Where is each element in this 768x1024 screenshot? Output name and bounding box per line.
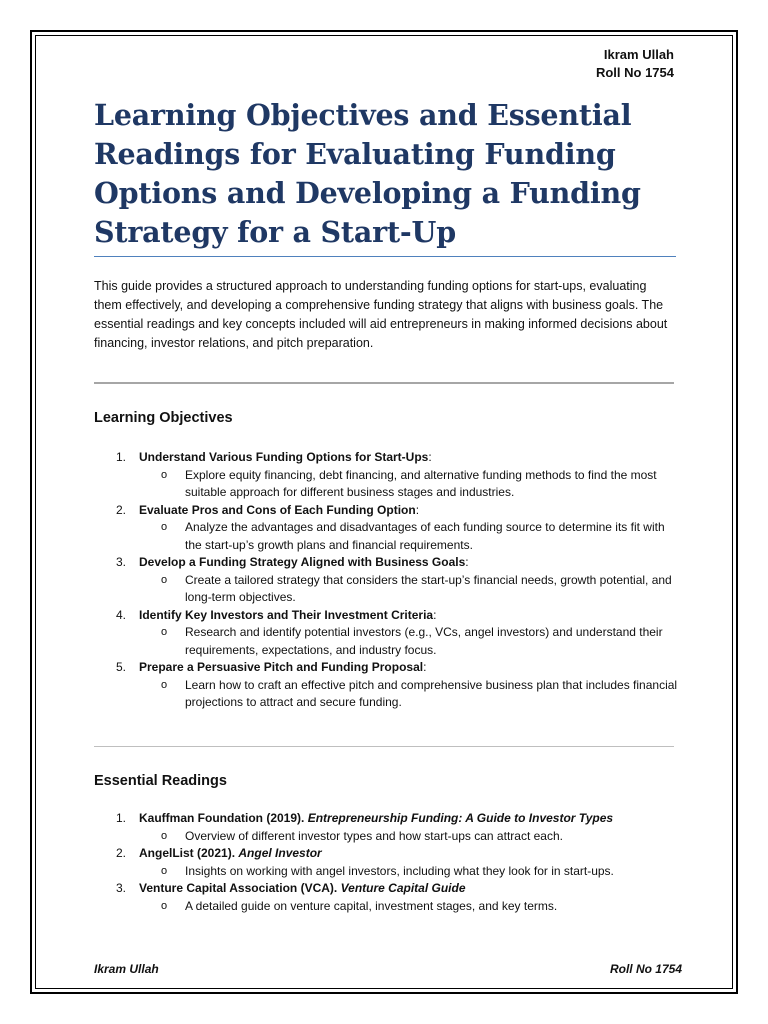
reading-source: Venture Capital Association (VCA). xyxy=(139,881,338,895)
objective-title: Develop a Funding Strategy Aligned with Business Goals xyxy=(139,555,466,569)
readings-heading: Essential Readings xyxy=(94,773,227,789)
objective-title: Prepare a Persuasive Pitch and Funding Proposal xyxy=(139,660,424,674)
objective-title: Understand Various Funding Options for Start-Ups xyxy=(139,450,429,464)
circle-bullet-icon: o xyxy=(161,864,168,877)
reading-item xyxy=(94,810,684,845)
reading-source: Kauffman Foundation (2019). xyxy=(139,811,305,825)
objectives-heading: Learning Objectives xyxy=(94,410,233,426)
objective-item: 2. Evaluate Pros and Cons of Each Funding Option: o Analyze the advantages and disadvantages of each funding source to determine its fit with the start-up’s growth plans and financial requirements. xyxy=(94,502,684,555)
objective-detail: o Explore equity financing, debt financing, and alternative funding methods to find the most suitable approach for different business stages and industries. xyxy=(161,467,657,499)
intro-paragraph: This guide provides a structured approach to understanding funding options for start-ups, evaluating them effectively, and developing a comprehensive funding strategy that aligns with business goals. The essential readings and key concepts included will aid entrepreneurs in making informed decisions about financing, investor relations, and pitch preparation. xyxy=(94,279,668,350)
reading-item xyxy=(94,845,684,880)
item-number: 1. xyxy=(116,450,127,464)
reading-item xyxy=(94,880,684,915)
objective-detail: o Learn how to craft an effective pitch and comprehensive business plan that includes financial projections to attract and secure funding. xyxy=(161,677,678,709)
objective-title: Evaluate Pros and Cons of Each Funding Option xyxy=(139,502,416,517)
objective-detail: o Analyze the advantages and disadvantages of each funding source to determine its fit with the start-up’s growth plans and financial requirements. xyxy=(161,520,665,552)
objective-item: 3. Develop a Funding Strategy Aligned with Business Goals: o Create a tailored strategy that considers the start-up’s financial needs, growth potential, and long-term objectives. xyxy=(94,554,684,607)
reading-work: Venture Capital Guide xyxy=(340,881,466,895)
author-block xyxy=(596,46,674,82)
roll-number: Roll No 1754 xyxy=(595,65,674,80)
item-number: 2. xyxy=(116,502,127,517)
item-number: 3. xyxy=(116,881,127,895)
reading-work: Entrepreneurship Funding: A Guide to Investor Types xyxy=(307,811,614,825)
circle-bullet-icon: o xyxy=(161,678,168,691)
objective-title: Identify Key Investors and Their Investment Criteria xyxy=(139,607,434,622)
objective-detail: o Create a tailored strategy that considers the start-up’s financial needs, growth potential, and long-term objectives. xyxy=(161,572,672,604)
item-number: 5. xyxy=(116,660,127,674)
circle-bullet-icon: o xyxy=(161,468,168,481)
footer-roll: Roll No 1754 xyxy=(609,962,682,976)
document-title: Learning Objectives and Essential Readings for Evaluating Funding Options and Developing a Funding Strategy for a Start-Up xyxy=(94,98,641,249)
footer-author: Ikram Ullah xyxy=(94,962,159,976)
reading-detail: o Overview of different investor types and how start-ups can attract each. xyxy=(139,828,684,846)
objective-detail: o Research and identify potential investors (e.g., VCs, angel investors) and understand their requirements, expectations, and industry focus. xyxy=(161,625,663,657)
section-divider xyxy=(94,746,674,747)
section-divider xyxy=(94,382,674,384)
circle-bullet-icon: o xyxy=(161,521,168,533)
title-underline xyxy=(94,256,676,257)
item-number: 1. xyxy=(116,811,127,825)
author-name: Ikram Ullah xyxy=(603,47,674,62)
circle-bullet-icon: o xyxy=(161,829,168,842)
item-number: 2. xyxy=(116,846,127,860)
reading-detail: o A detailed guide on venture capital, investment stages, and key terms. xyxy=(139,898,684,916)
objective-item: 1. Understand Various Funding Options for Start-Ups: o Explore equity financing, debt financing, and alternative funding methods to find the most suitable approach for different business stages and industries. xyxy=(94,449,684,502)
circle-bullet-icon: o xyxy=(161,573,168,586)
item-number: 4. xyxy=(116,607,127,622)
reading-source: AngelList (2021). xyxy=(139,846,236,860)
objectives-list xyxy=(94,449,684,712)
objective-item: 5. Prepare a Persuasive Pitch and Funding Proposal: o Learn how to craft an effective pitch and comprehensive business plan that includes financial projections to attract and secure funding. xyxy=(94,659,684,712)
circle-bullet-icon: o xyxy=(161,626,168,638)
circle-bullet-icon: o xyxy=(161,899,168,912)
item-number: 3. xyxy=(116,555,127,569)
readings-list xyxy=(94,810,684,915)
reading-detail: o Insights on working with angel investors, including what they look for in start-ups. xyxy=(139,863,684,881)
objective-item: 4. Identify Key Investors and Their Investment Criteria: o Research and identify potential investors (e.g., VCs, angel investors) and understand their requirements, expectations, and industry focus. xyxy=(94,607,684,660)
reading-work: Angel Investor xyxy=(238,846,322,860)
